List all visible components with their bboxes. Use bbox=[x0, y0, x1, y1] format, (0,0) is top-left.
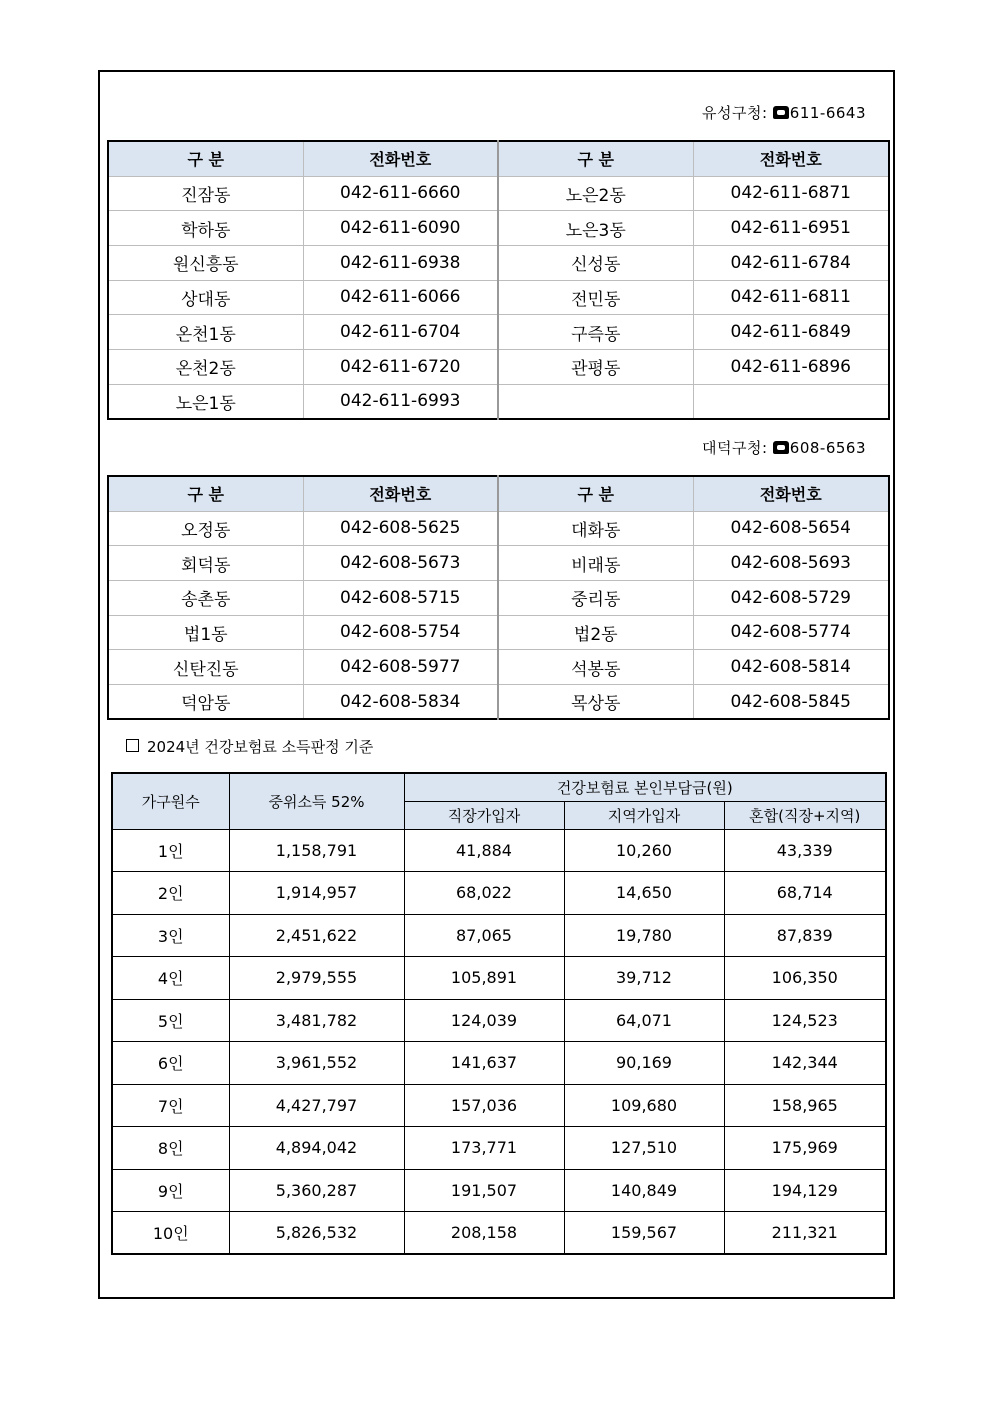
office-number: 611-6643 bbox=[789, 104, 866, 122]
workplace-premium: 141,637 bbox=[404, 1042, 564, 1085]
phone-number: 042-608-5754 bbox=[303, 615, 498, 650]
dong-name: 목상동 bbox=[498, 684, 693, 719]
mixed-premium: 158,965 bbox=[724, 1084, 886, 1127]
dong-name: 상대동 bbox=[108, 280, 303, 315]
median-income: 2,979,555 bbox=[229, 957, 404, 1000]
table-row bbox=[108, 384, 889, 419]
regional-premium: 64,071 bbox=[564, 999, 724, 1042]
workplace-premium: 105,891 bbox=[404, 957, 564, 1000]
phone-number: 042-611-6784 bbox=[693, 245, 889, 280]
phone-number: 042-608-5625 bbox=[303, 511, 498, 546]
phone-number: 042-611-6066 bbox=[303, 280, 498, 315]
workplace-premium: 157,036 bbox=[404, 1084, 564, 1127]
yuseong-office-phone bbox=[702, 102, 866, 123]
regional-premium: 39,712 bbox=[564, 957, 724, 1000]
header-cell: 전화번호 bbox=[693, 141, 889, 176]
table-row bbox=[108, 650, 889, 685]
table-row bbox=[108, 580, 889, 615]
dong-name: 원신흥동 bbox=[108, 245, 303, 280]
regional-premium: 90,169 bbox=[564, 1042, 724, 1085]
mixed-premium: 175,969 bbox=[724, 1127, 886, 1170]
regional-premium: 19,780 bbox=[564, 914, 724, 957]
table-row bbox=[108, 176, 889, 211]
office-number: 608-6563 bbox=[789, 439, 866, 457]
phone-number: 042-611-6090 bbox=[303, 211, 498, 246]
yuseong-directory-table bbox=[107, 140, 890, 420]
dong-name: 학하동 bbox=[108, 211, 303, 246]
table-row bbox=[112, 1212, 886, 1255]
dong-name: 온천1동 bbox=[108, 315, 303, 350]
table-row bbox=[112, 1127, 886, 1170]
daedeok-directory-table bbox=[107, 475, 890, 720]
household-size: 1인 bbox=[112, 829, 229, 872]
header-cell: 구 분 bbox=[498, 476, 693, 511]
table-row bbox=[108, 245, 889, 280]
dong-name: 석봉동 bbox=[498, 650, 693, 685]
phone-number: 042-611-6849 bbox=[693, 315, 889, 350]
workplace-premium: 87,065 bbox=[404, 914, 564, 957]
table-row bbox=[108, 211, 889, 246]
median-income: 5,360,287 bbox=[229, 1169, 404, 1212]
household-size: 8인 bbox=[112, 1127, 229, 1170]
median-income: 1,914,957 bbox=[229, 872, 404, 915]
header-premium-group: 건강보험료 본인부담금(원) bbox=[404, 773, 886, 801]
insurance-criteria-table bbox=[111, 772, 887, 1255]
dong-name: 진잠동 bbox=[108, 176, 303, 211]
mixed-premium: 211,321 bbox=[724, 1212, 886, 1255]
table-row bbox=[112, 957, 886, 1000]
workplace-premium: 208,158 bbox=[404, 1212, 564, 1255]
header-cell: 구 분 bbox=[108, 476, 303, 511]
regional-premium: 14,650 bbox=[564, 872, 724, 915]
phone-number: 042-611-6660 bbox=[303, 176, 498, 211]
household-size: 5인 bbox=[112, 999, 229, 1042]
phone-icon bbox=[773, 441, 789, 454]
phone-number: 042-611-6811 bbox=[693, 280, 889, 315]
table-row bbox=[112, 1169, 886, 1212]
table-row bbox=[108, 280, 889, 315]
phone-number: 042-611-6993 bbox=[303, 384, 498, 419]
mixed-premium: 68,714 bbox=[724, 872, 886, 915]
table-row bbox=[108, 511, 889, 546]
phone-number: 042-611-6871 bbox=[693, 176, 889, 211]
mixed-premium: 142,344 bbox=[724, 1042, 886, 1085]
median-income: 4,427,797 bbox=[229, 1084, 404, 1127]
table-row bbox=[112, 1042, 886, 1085]
table-row bbox=[108, 315, 889, 350]
table-row bbox=[112, 999, 886, 1042]
regional-premium: 127,510 bbox=[564, 1127, 724, 1170]
phone-number: 042-608-5715 bbox=[303, 580, 498, 615]
dong-name: 전민동 bbox=[498, 280, 693, 315]
dong-name: 신성동 bbox=[498, 245, 693, 280]
table-row bbox=[112, 829, 886, 872]
phone-number: 042-608-5834 bbox=[303, 684, 498, 719]
office-label: 유성구청: bbox=[701, 104, 768, 122]
table-header-row bbox=[112, 773, 886, 801]
median-income: 1,158,791 bbox=[229, 829, 404, 872]
dong-name: 노은3동 bbox=[498, 211, 693, 246]
header-cell: 전화번호 bbox=[303, 476, 498, 511]
median-income: 3,481,782 bbox=[229, 999, 404, 1042]
office-label: 대덕구청: bbox=[701, 439, 768, 457]
phone-number: 042-608-5845 bbox=[693, 684, 889, 719]
household-size: 3인 bbox=[112, 914, 229, 957]
mixed-premium: 124,523 bbox=[724, 999, 886, 1042]
table-row bbox=[112, 1084, 886, 1127]
table-row bbox=[108, 615, 889, 650]
regional-premium: 159,567 bbox=[564, 1212, 724, 1255]
dong-name: 오정동 bbox=[108, 511, 303, 546]
phone-number: 042-608-5693 bbox=[693, 546, 889, 581]
phone-icon bbox=[773, 106, 789, 119]
header-cell: 전화번호 bbox=[303, 141, 498, 176]
workplace-premium: 41,884 bbox=[404, 829, 564, 872]
phone-number: 042-608-5977 bbox=[303, 650, 498, 685]
header-cell: 구 분 bbox=[498, 141, 693, 176]
phone-number: 042-608-5774 bbox=[693, 615, 889, 650]
household-size: 4인 bbox=[112, 957, 229, 1000]
header-workplace: 직장가입자 bbox=[404, 801, 564, 829]
mixed-premium: 194,129 bbox=[724, 1169, 886, 1212]
phone-number: 042-608-5729 bbox=[693, 580, 889, 615]
table-header-row bbox=[108, 476, 889, 511]
table-header-row bbox=[108, 141, 889, 176]
checkbox-square-icon bbox=[126, 739, 139, 752]
dong-name: 송촌동 bbox=[108, 580, 303, 615]
mixed-premium: 106,350 bbox=[724, 957, 886, 1000]
median-income: 5,826,532 bbox=[229, 1212, 404, 1255]
header-household: 가구원수 bbox=[112, 773, 229, 829]
workplace-premium: 124,039 bbox=[404, 999, 564, 1042]
phone-number: 042-608-5814 bbox=[693, 650, 889, 685]
mixed-premium: 43,339 bbox=[724, 829, 886, 872]
dong-name: 노은2동 bbox=[498, 176, 693, 211]
table-row bbox=[108, 546, 889, 581]
median-income: 3,961,552 bbox=[229, 1042, 404, 1085]
regional-premium: 10,260 bbox=[564, 829, 724, 872]
phone-number: 042-608-5673 bbox=[303, 546, 498, 581]
daedeok-office-phone bbox=[702, 437, 866, 458]
dong-name bbox=[498, 384, 693, 419]
dong-name: 관평동 bbox=[498, 349, 693, 384]
dong-name: 온천2동 bbox=[108, 349, 303, 384]
dong-name: 비래동 bbox=[498, 546, 693, 581]
household-size: 7인 bbox=[112, 1084, 229, 1127]
table-row bbox=[108, 349, 889, 384]
dong-name: 구즉동 bbox=[498, 315, 693, 350]
regional-premium: 109,680 bbox=[564, 1084, 724, 1127]
median-income: 4,894,042 bbox=[229, 1127, 404, 1170]
header-mixed: 혼합(직장+지역) bbox=[724, 801, 886, 829]
phone-number: 042-608-5654 bbox=[693, 511, 889, 546]
household-size: 6인 bbox=[112, 1042, 229, 1085]
dong-name: 노은1동 bbox=[108, 384, 303, 419]
phone-number: 042-611-6951 bbox=[693, 211, 889, 246]
phone-number: 042-611-6704 bbox=[303, 315, 498, 350]
table-row bbox=[112, 914, 886, 957]
household-size: 10인 bbox=[112, 1212, 229, 1255]
dong-name: 대화동 bbox=[498, 511, 693, 546]
phone-number: 042-611-6896 bbox=[693, 349, 889, 384]
phone-number: 042-611-6938 bbox=[303, 245, 498, 280]
dong-name: 중리동 bbox=[498, 580, 693, 615]
median-income: 2,451,622 bbox=[229, 914, 404, 957]
household-size: 2인 bbox=[112, 872, 229, 915]
dong-name: 덕암동 bbox=[108, 684, 303, 719]
dong-name: 회덕동 bbox=[108, 546, 303, 581]
dong-name: 법2동 bbox=[498, 615, 693, 650]
phone-number bbox=[693, 384, 889, 419]
section-title bbox=[126, 736, 373, 757]
workplace-premium: 191,507 bbox=[404, 1169, 564, 1212]
household-size: 9인 bbox=[112, 1169, 229, 1212]
workplace-premium: 173,771 bbox=[404, 1127, 564, 1170]
dong-name: 신탄진동 bbox=[108, 650, 303, 685]
header-regional: 지역가입자 bbox=[564, 801, 724, 829]
section-title-text: 2024년 건강보험료 소득판정 기준 bbox=[147, 738, 374, 756]
table-row bbox=[112, 872, 886, 915]
phone-number: 042-611-6720 bbox=[303, 349, 498, 384]
header-cell: 구 분 bbox=[108, 141, 303, 176]
header-median-income: 중위소득 52% bbox=[229, 773, 404, 829]
table-row bbox=[108, 684, 889, 719]
regional-premium: 140,849 bbox=[564, 1169, 724, 1212]
workplace-premium: 68,022 bbox=[404, 872, 564, 915]
dong-name: 법1동 bbox=[108, 615, 303, 650]
header-cell: 전화번호 bbox=[693, 476, 889, 511]
mixed-premium: 87,839 bbox=[724, 914, 886, 957]
